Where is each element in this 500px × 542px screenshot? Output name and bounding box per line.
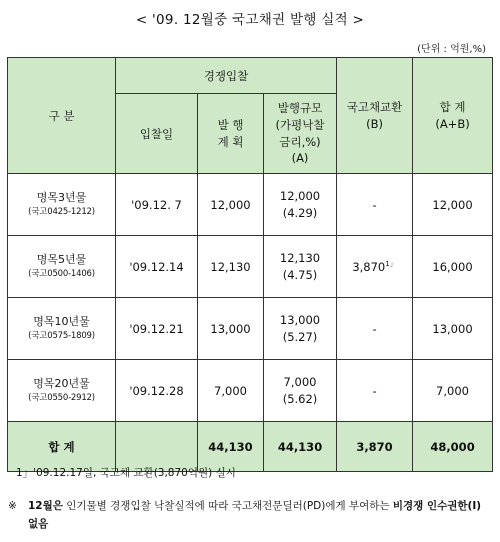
total-cell: 7,000 xyxy=(413,360,493,422)
table-row xyxy=(8,236,493,298)
plan-cell: 12,130 xyxy=(198,236,264,298)
total-size-cell: 44,130 xyxy=(264,422,337,472)
bid-date-cell: '09.12.28 xyxy=(116,360,198,422)
bond-name-cell: 명목20년물 (국고0550-2912) xyxy=(8,360,116,422)
total-exchange-cell: 3,870 xyxy=(337,422,413,472)
note-bold-start: 12월은 xyxy=(28,500,63,512)
total-cell: 16,000 xyxy=(413,236,493,298)
issuance-table xyxy=(7,57,493,472)
table-row xyxy=(8,298,493,360)
footnote: 1」'09.12.17일, 국고채 교환(3,870억원) 실시 xyxy=(16,467,236,479)
exchange-cell: - xyxy=(337,360,413,422)
bid-date-cell: '09.12.21 xyxy=(116,298,198,360)
exchange-cell: - xyxy=(337,174,413,236)
page-title: < '09. 12월중 국고채권 발행 실적 > xyxy=(135,12,365,28)
bid-date-cell: '09.12.14 xyxy=(116,236,198,298)
header-exchange: 국고채교환 (B) xyxy=(337,58,413,174)
total-cell: 13,000 xyxy=(413,298,493,360)
note-text: 인기물별 경쟁입찰 낙찰실적에 따라 국고채전문딜러(PD)에게 부여하는 xyxy=(62,500,393,512)
total-plan-cell: 44,130 xyxy=(198,422,264,472)
footnote-marker: 1」 xyxy=(385,260,397,269)
bond-name-cell: 명목3년물 (국고0425-1212) xyxy=(8,174,116,236)
plan-cell: 13,000 xyxy=(198,298,264,360)
note xyxy=(8,498,493,534)
size-cell: 13,000 (5.27) xyxy=(264,298,337,360)
exchange-cell: - xyxy=(337,298,413,360)
bond-name-cell: 명목10년물 (국고0575-1809) xyxy=(8,298,116,360)
bid-date-cell: '09.12. 7 xyxy=(116,174,198,236)
table-row xyxy=(8,174,493,236)
table-row xyxy=(8,360,493,422)
exchange-cell: $3,870^{1」}$ xyxy=(337,236,413,298)
note-bold-end: 비경쟁 인수권한(I) 없음 xyxy=(28,500,482,530)
unit-label: (단위 : 억원,%) xyxy=(417,44,486,55)
total-cell: 12,000 xyxy=(413,174,493,236)
size-cell: 7,000 (5.62) xyxy=(264,360,337,422)
total-row xyxy=(8,422,493,472)
size-cell: 12,000 (4.29) xyxy=(264,174,337,236)
bond-name-cell: 명목5년물 (국고0500-1406) xyxy=(8,236,116,298)
plan-cell: 12,000 xyxy=(198,174,264,236)
plan-cell: 7,000 xyxy=(198,360,264,422)
header-issue-plan: 발 행 계 획 xyxy=(198,94,264,174)
header-sum: 합 계 (A+B) xyxy=(413,58,493,174)
header-bid-date: 입찰일 xyxy=(116,94,198,174)
header-division: 구 분 xyxy=(8,58,116,174)
header-issue-size: 발행규모 (가평낙찰 금리,%) (A) xyxy=(264,94,337,174)
size-cell: 12,130 (4.75) xyxy=(264,236,337,298)
total-date-cell xyxy=(116,422,198,472)
total-label: 합 계 xyxy=(8,422,116,472)
note-mark: ※ xyxy=(8,500,17,512)
header-competitive-bidding: 경쟁입찰 xyxy=(116,58,337,94)
grand-total-cell: 48,000 xyxy=(413,422,493,472)
